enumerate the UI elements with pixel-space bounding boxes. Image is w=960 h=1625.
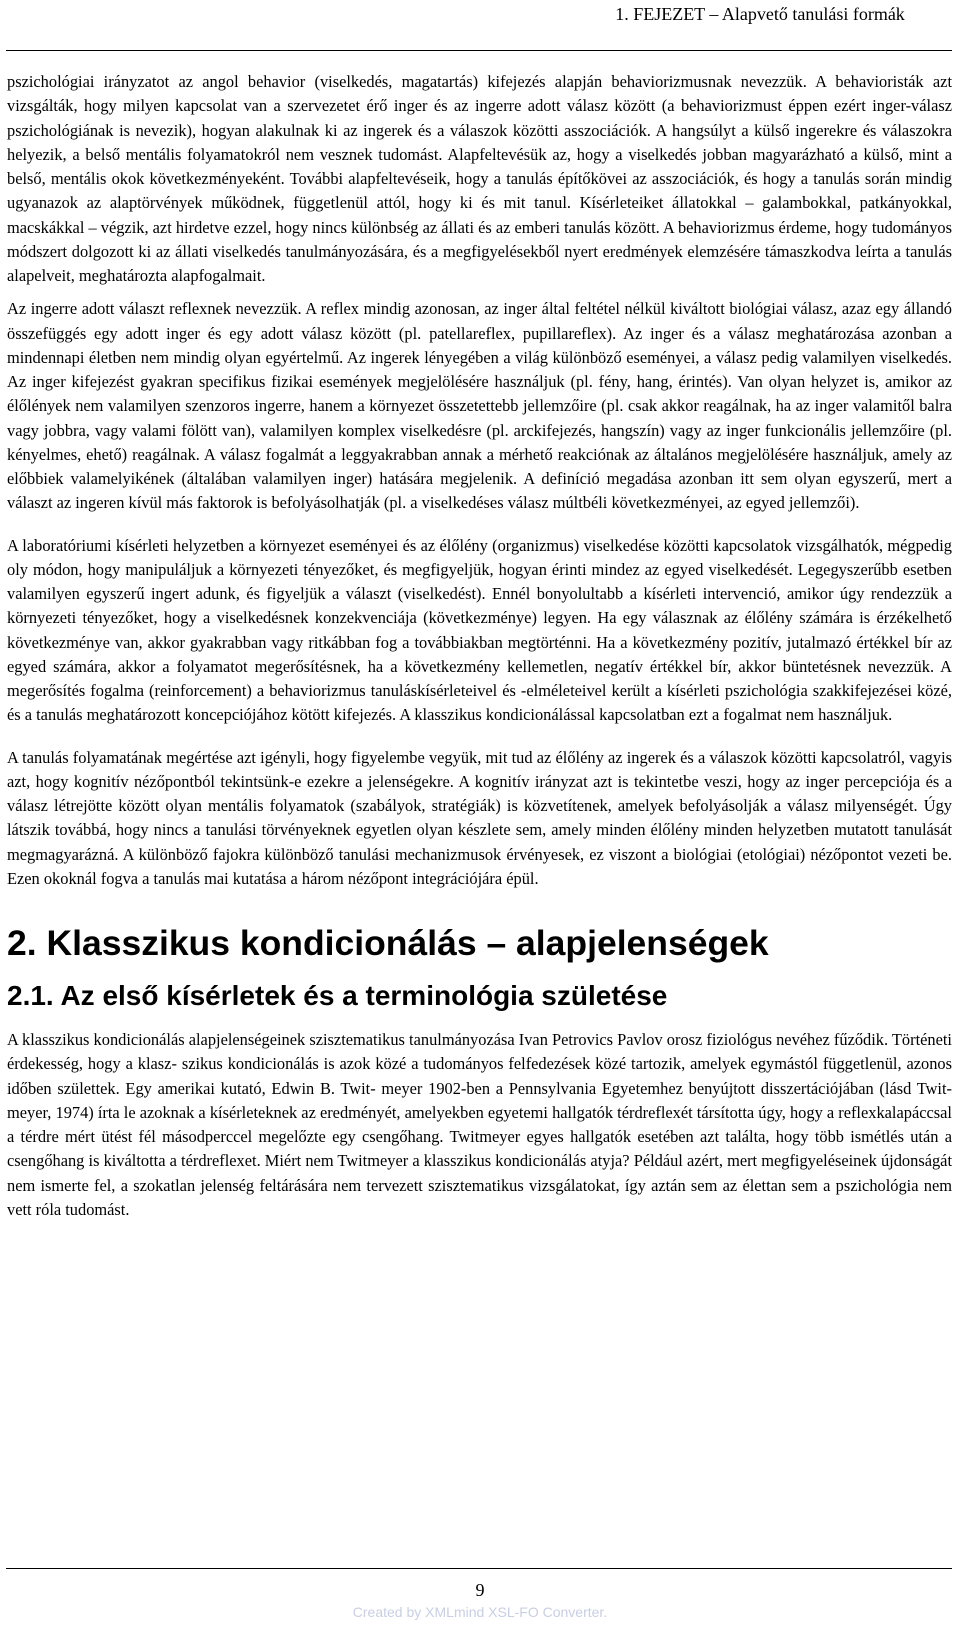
body-paragraph-cognitive: A tanulás folyamatának megértése azt igényli, hogy figyelembe vegyük, mit tud az élőlény az ingerek és a válaszok közötti kapcsolatról, vagyis azt, hogy kognitív nézőpontból tekintsünk-e ezekre a jelenségekre. A kognitív irányzat azt is tekintetbe veszi, hogy az inger percepciója és a válasz létrejötte között olyan mentális folyamatok (szabályok, stratégiák) is közvetítenek, amelyek befolyásolják a válasz milyenségét. Úgy látszik továbbá, hogy nincs a tanulási törvényeknek egyetlen olyan készlete sem, amely minden élőlény minden helyzetben mutatott tanulását megmagyarázná. A különböző fajokra különböző tanulási mechanizmusok érvényesek, ez viszont a biológiai (etológiai) nézőpontot vezeti be. Ezen okoknál fogva a tanulás mai kutatása a három nézőpont integrációjára épül.: [7, 747, 952, 888]
page-body: [7, 70, 952, 1222]
body-paragraph-reflex: Az ingerre adott választ reflexnek nevezzük. A reflex mindig azonosan, az inger által feltétel nélkül kiváltott biológiai válasz, azaz egy állandó összefüggés egy adott inger és egy adott válasz között (pl. patellareflex, pupillareflex). Az inger és a válasz meghatározása azonban a mindennapi életben nem mindig olyan egyértelmű. Az ingerek lényegében a világ különböző eseményei, a válasz pedig valamilyen viselkedés. Az inger kifejezést gyakran specifikus fizikai események megjelölésére használjuk (pl. fény, hang, érintés). Van olyan helyzet is, amikor az élőlények nem valamilyen szenzoros ingerre, hanem a környezet összetettebb jellemzőire (pl. csak akkor reagálnak, ha az inger valamitől balra vagy jobbra, vagy valami fölött van), valamilyen komplex viselkedésre (pl. arckifejezés, hangszín) vagy az inger funkcionális jellemzőire (pl. kényelmes, ehető) reagálnak. A válasz fogalmát a leggyakrabban annak a mérhető reakciónak az általános megjelölésére használjuk, amely az előbbiek valamelyikének (általában valamilyen inger) hatására megjelenik. A definíció megadása azonban itt sem olyan egyszerű, mert a választ az ingeren kívül más faktorok is befolyásolhatják (pl. a viselkedéses válasz múltbéli következményei, az egyed jellemzői).: [7, 299, 952, 513]
body-paragraph-laboratory: A laboratóriumi kísérleti helyzetben a környezet eseményei és az élőlény (organizmus) viselkedése közötti kapcsolatok vizsgálhatók, mégpedig oly módon, hogy manipuláljuk a környezeti tényezőket, és megfigyeljük, hogyan érinti mindez az egyed viselkedését. Legegyszerűbb esetben valamilyen egyszerű ingert adunk, és figyeljük a választ (viselkedést). Ennél bonyolultabb a kísérleti intervenció, amikor úgy rendezzük a környezeti tényezőket, hogy a viselkedésnek konzekvenciája (következménye) legyen. Ha egy válasznak az élőlény számára is érzékelhető következménye van, akkor gyakrabban vagy ritkábban fog a továbbiakban megtörténni. Ha a következmény pozitív, jutalmazó értékkel bír az egyed számára, akkor a folyamatot megerősítésnek, ha a következmény kellemetlen, negatív értékkel bír, akkor büntetésnek nevezzük. A megerősítés fogalma (reinforcement) a behaviorizmus tanuláskísérleteivel és -elméleteivel került a kísérleti pszichológia szakkifejezései közé, és a tanulás meghatározott koncepciójához kötött kifejezés. A klasszikus kondicionálással kapcsolatban ezt a fogalmat nem használjuk.: [7, 535, 952, 725]
footer-divider: [6, 1568, 952, 1569]
body-paragraph-pavlov: A klasszikus kondicionálás alapjelenségeinek szisztematikus tanulmányozása Ivan Petrovics Pavlov orosz fiziológus nevéhez fűződik. Történeti érdekesség, hogy a klasz- szikus kondicionálás is azok közé a tudományos felfedezések közé tartozik, amelyek egymástól függetlenül, azonos időben születtek. Egy amerikai kutató, Edwin B. Twit- meyer 1902-ben a Pennsylvania Egyetemhez benyújtott disszertációjában (lásd Twit- meyer, 1974) írta le azoknak a kísérleteknek az eredményét, amelyekben egyetemi hallgatók térdreflexét társította úgy, hogy a reflexkalapáccsal a térdre mért ütést fél másodperccel megelőzte egy csengőhang. Twitmeyer egyes hallgatók esetében azt találta, hogy több ismétlés után a csengőhang is kiváltotta a térdreflexet. Miért nem Twitmeyer a klasszikus kondicionálás atyja? Például azért, mert megfigyeléseinek újdonságát nem ismerte fel, a szokatlan jelenség feltárására nem tervezett szisztematikus vizsgálatokat, így aztán sem az élettan sem a pszichológia nem vett róla tudomást.: [7, 1030, 952, 1219]
header-divider: [6, 50, 952, 51]
page-number: 9: [475, 1580, 485, 1600]
body-paragraph-behaviorism: pszichológiai irányzatot az angol behavior (viselkedés, magatartás) kifejezés alapján behaviorizmusnak nevezzük. A behavioristák azt vizsgálták, hogy milyen kapcsolat van a szervezetet érő inger és az ingerre adott válasz között (a behaviorizmust éppen ezért inger-válasz pszichológiának is nevezik), hogyan alakulnak ki az ingerek és a válaszok közötti asszociációk. A hangsúlyt a külső ingerekre és válaszokra helyezik, a belső mentális folyamatokról nem vesznek tudomást. Alapfeltevésük az, hogy a viselkedés jobban magyarázható a külső, mint a belső, mentális okok következményeként. További alapfeltevéseik, hogy a tanulás építőkövei az asszociációk, és hogy a tanulás során mindig ugyanazok az alaptörvények működnek, függetlenül attól, hogy ki és mit tanul. Kísérleteiket állatokkal – galambokkal, patkányokkal, macskákkal – végzik, azt hirdetve ezzel, hogy nincs különbség az állati és az emberi tanulás között. A behaviorizmus érdeme, hogy tudományos módszert dolgozott ki az állati viselkedés tanulmányozására, és a megfigyelésekből nyert eredmények elemzésére támaszkodva leírta a tanulás alapelveit, meghatározta alapfogalmait.: [7, 72, 952, 285]
creator-watermark: Created by XMLmind XSL-FO Converter.: [352, 1604, 608, 1620]
section-heading: 2. Klasszikus kondicionálás – alapjelenségek: [7, 923, 769, 963]
subsection-heading: 2.1. Az első kísérletek és a terminológia születése: [7, 980, 668, 1011]
running-header: 1. FEJEZET – Alapvető tanulási formák: [615, 4, 905, 24]
